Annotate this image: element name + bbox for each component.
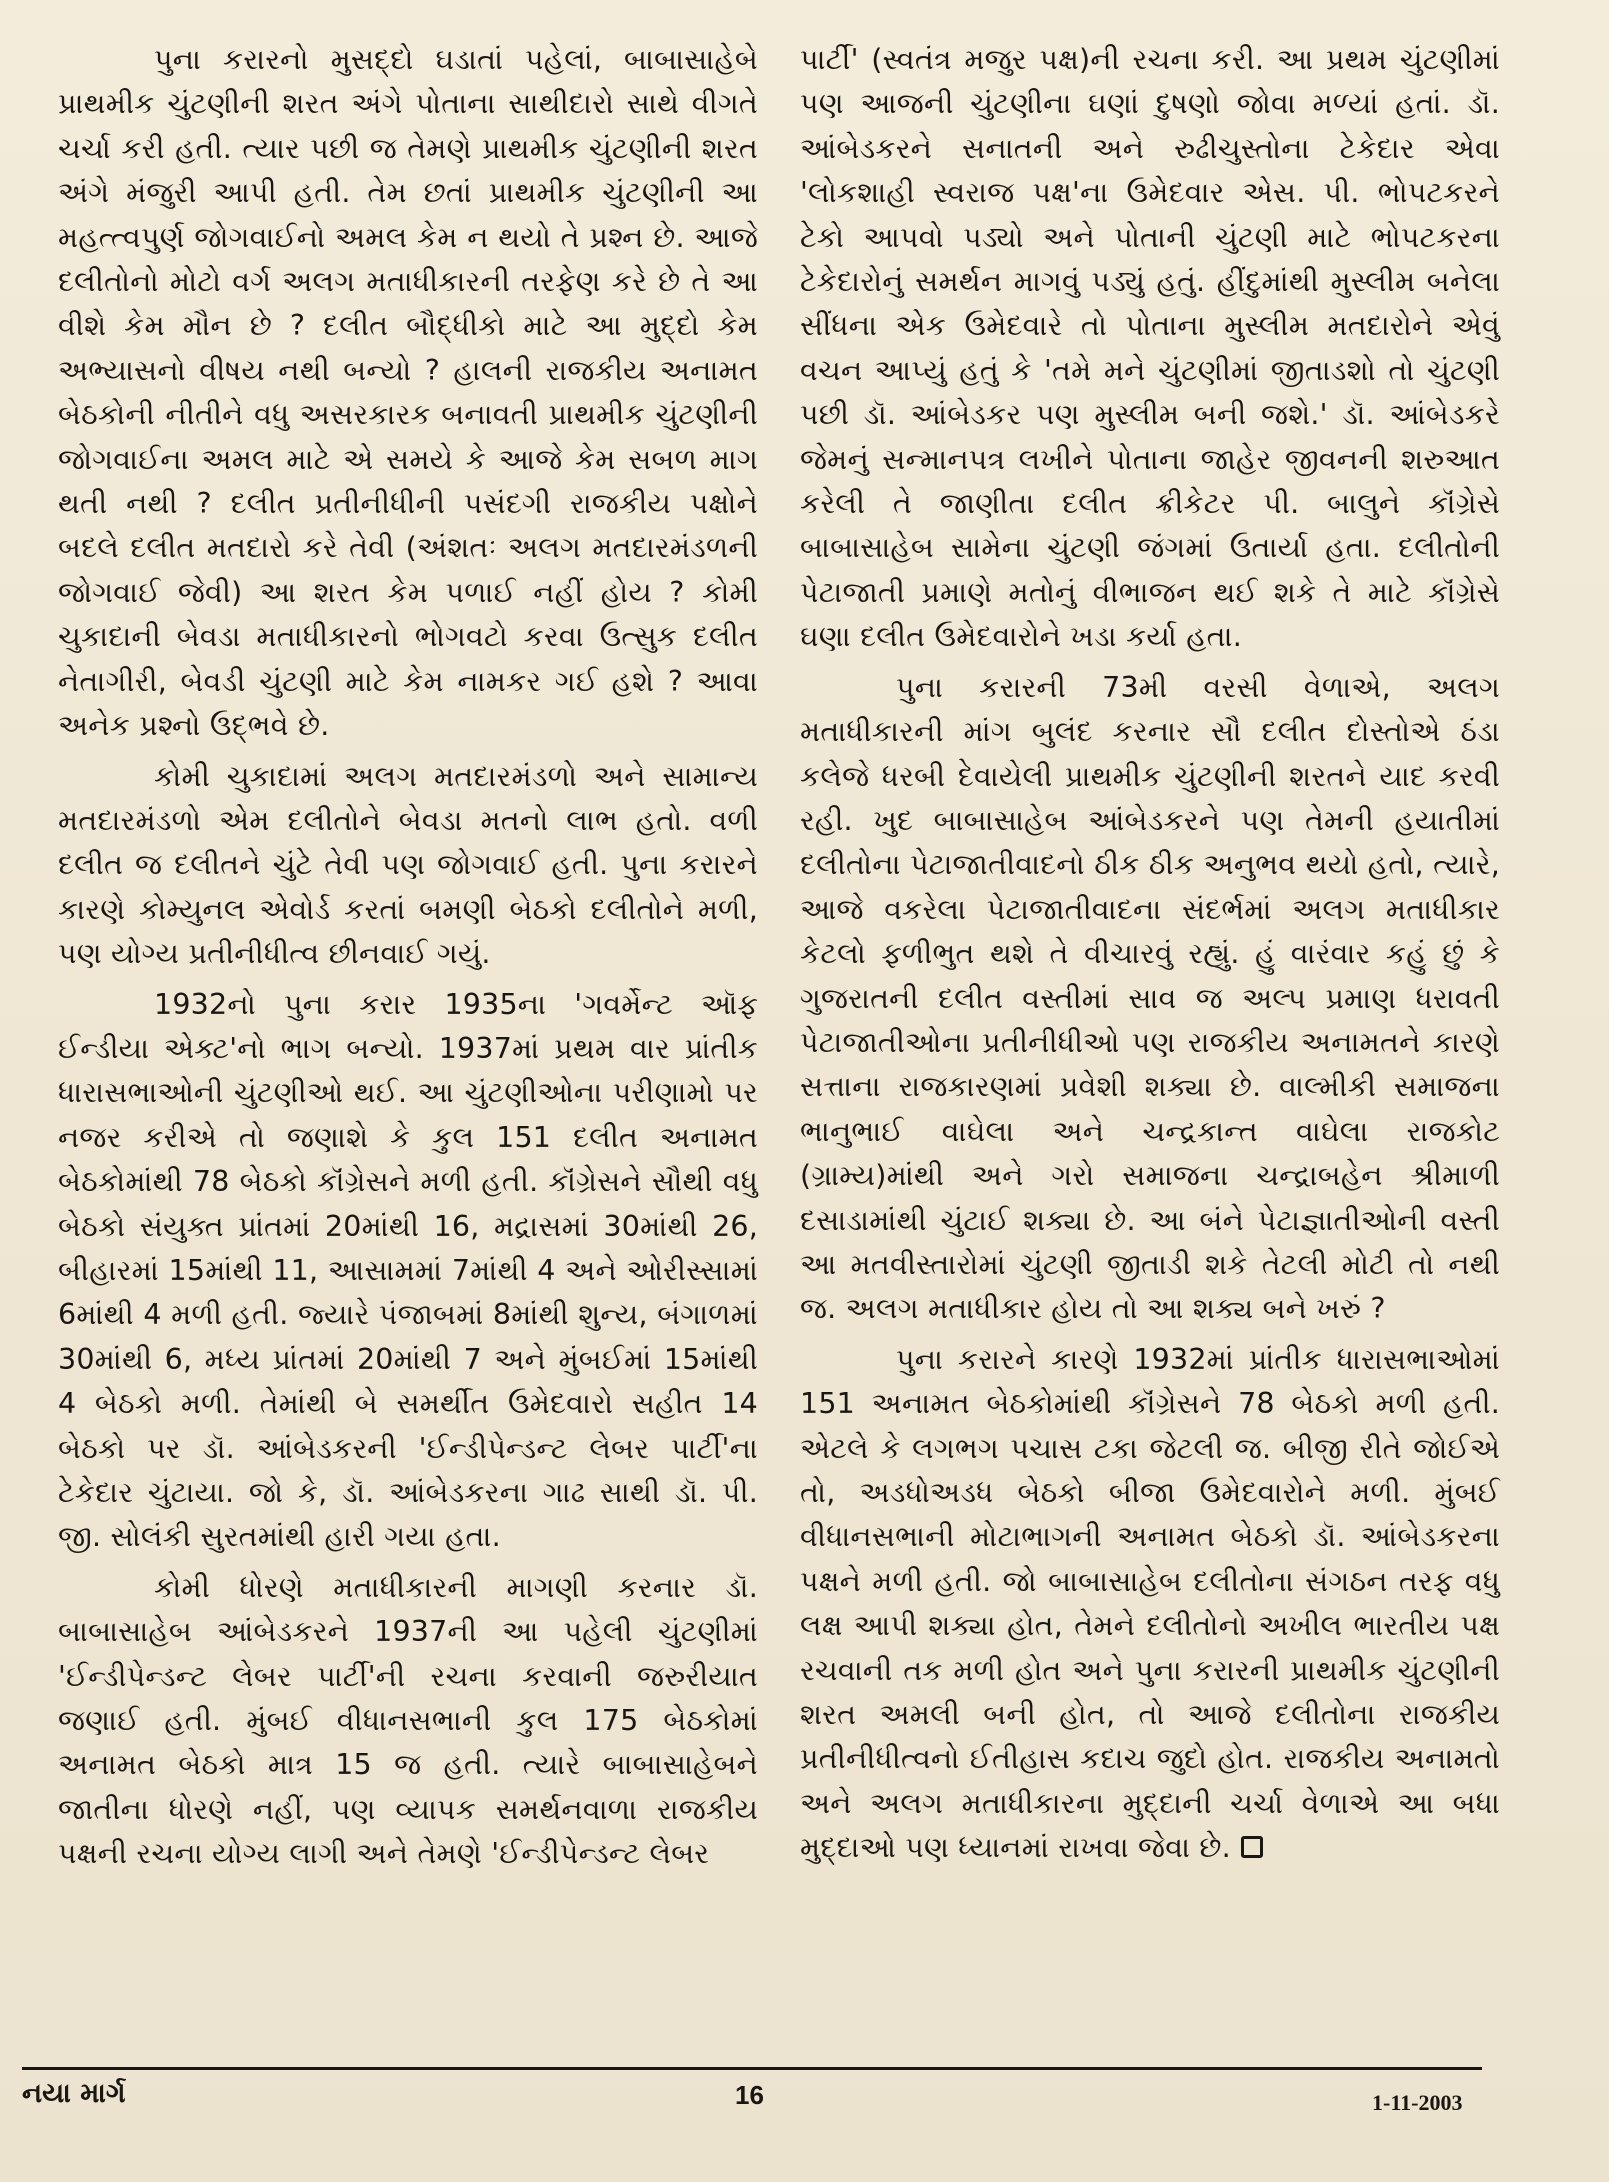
footer-rule	[22, 2067, 1482, 2070]
paragraph-final	[800, 1338, 1500, 1871]
paragraph: પુના કરારનો મુસદ્દો ઘડાતાં પહેલાં, બાબાસાહેબે પ્રાથમીક ચુંટણીની શરત અંગે પોતાના સાથીદારો સાથે વીગતે ચર્ચા કરી હતી. ત્યાર પછી જ તેમણે પ્રાથમીક ચુંટણીની શરત અંગે મંજુરી આપી હતી. તેમ છતાં પ્રાથમીક ચુંટણીની આ મહત્ત્વપુર્ણ જોગવાઈનો અમલ કેમ ન થયો તે પ્રશ્ન છે. આજે દલીતોનો મોટો વર્ગ અલગ મતાધીકારની તરફેણ કરે છે તે આ વીશે કેમ મૌન છે ? દલીત બૌદ્ધીકો માટે આ મુદ્દો કેમ અભ્યાસનો વીષય નથી બન્યો ? હાલની રાજકીય અનામત બેઠકોની નીતીને વધુ અસરકારક બનાવતી પ્રાથમીક ચુંટણીની જોગવાઈના અમલ માટે એ સમયે કે આજે કેમ સબળ માગ થતી નથી ? દલીત પ્રતીનીધીની પસંદગી રાજકીય પક્ષોને બદલે દલીત મતદારો કરે તેવી (અંશતઃ અલગ મતદારમંડળની જોગવાઈ જેવી) આ શરત કેમ પળાઈ નહીં હોય ? કોમી ચુકાદાની બેવડા મતાધીકારનો ભોગવટો કરવા ઉત્સુક દલીત નેતાગીરી, બેવડી ચુંટણી માટે કેમ નામકર ગઈ હશે ? આવા અનેક પ્રશ્નો ઉદ્ભવે છે.	[58, 43, 758, 743]
paragraph: પુના કરારની 73મી વરસી વેળાએ, અલગ મતાધીકારની માંગ બુલંદ કરનાર સૌ દલીત દોસ્તોએ ઠંડા કલેજે ધરબી દેવાયેલી પ્રાથમીક ચુંટણીની શરતને યાદ કરવી રહી. ખુદ બાબાસાહેબ આંબેડકરને પણ તેમની હયાતીમાં દલીતોના પેટાજાતીવાદનો ઠીક ઠીક અનુભવ થયો હતો, ત્યારે, આજે વકરેલા પેટાજાતીવાદના સંદર્ભમાં અલગ મતાધીકાર કેટલો ફળીભુત થશે તે વીચારવું રહ્યું. હું વારંવાર કહું છું કે ગુજરાતની દલીત વસ્તીમાં સાવ જ અલ્પ પ્રમાણ ધરાવતી પેટાજાતીઓના પ્રતીનીધીઓ પણ રાજકીય અનામતને કારણે સત્તાના રાજકારણમાં પ્રવેશી શક્યા છે. વાલ્મીકી સમાજના ભાનુભાઈ વાઘેલા અને ચન્દ્રકાન્ત વાઘેલા રાજકોટ (ગ્રામ્ય)માંથી અને ગરો સમાજના ચન્દ્રાબહેન શ્રીમાળી દસાડામાંથી ચુંટાઈ શક્યા છે. આ બંને પેટાજ્ઞાતીઓની વસ્તી આ મતવીસ્તારોમાં ચુંટણી જીતાડી શકે તેટલી મોટી તો નથી જ. અલગ મતાધીકાર હોય તો આ શક્ય બને ખરું ?	[800, 670, 1500, 1326]
right-column	[800, 38, 1500, 1871]
paragraph: કોમી ચુકાદામાં અલગ મતદારમંડળો અને સામાન્ય મતદારમંડળો એમ દલીતોને બેવડા મતનો લાભ હતો. વળી દલીત જ દલીતને ચુંટે તેવી પણ જોગવાઈ હતી. પુના કરારને કારણે કોમ્યુનલ એવોર્ડ કરતાં બમણી બેઠકો દલીતોને મળી, પણ યોગ્ય પ્રતીનીધીત્વ છીનવાઈ ગયું.	[58, 759, 758, 971]
hollow-square-icon	[1241, 1836, 1263, 1858]
page-number: 16	[735, 2080, 764, 2110]
paragraph-text: પુના કરારને કારણે 1932માં પ્રાંતીક ધારાસભાઓમાં 151 અનામત બેઠકોમાંથી કૉંગ્રેસને 78 બેઠકો મળી હતી. એટલે કે લગભગ પચાસ ટકા જેટલી જ. બીજી રીતે જોઈએ તો, અડધોઅડધ બેઠકો બીજા ઉમેદવારોને મળી. મુંબઈ વીધાનસભાની મોટાભાગની અનામત બેઠકો ડૉ. આંબેડકરના પક્ષને મળી હતી. જો બાબાસાહેબ દલીતોના સંગઠન તરફ વધુ લક્ષ આપી શક્યા હોત, તેમને દલીતોનો અખીલ ભારતીય પક્ષ રચવાની તક મળી હોત અને પુના કરારની પ્રાથમીક ચુંટણીની શરત અમલી બની હોત, તો આજે દલીતોના રાજકીય પ્રતીનીધીત્વનો ઈતીહાસ કદાચ જુદો હોત. રાજકીય અનામતો અને અલગ મતાધીકારના મુદ્દાની ચર્ચા વેળાએ આ બધા મુદ્દાઓ પણ ધ્યાનમાં રાખવા જેવા છે.	[800, 1342, 1500, 1865]
magazine-name: નયા માર્ગ	[22, 2078, 126, 2109]
left-column	[58, 38, 758, 1877]
issue-date: 1-11-2003	[1372, 2090, 1463, 2115]
paragraph-continued: પાર્ટી' (સ્વતંત્ર મજુર પક્ષ)ની રચના કરી. આ પ્રથમ ચુંટણીમાં પણ આજની ચુંટણીના ઘણાં દુષણો જોવા મળ્યાં હતાં. ડૉ. આંબેડકરને સનાતની અને રુઢીચુસ્તોના ટેકેદાર એવા 'લોકશાહી સ્વરાજ પક્ષ'ના ઉમેદવાર એસ. પી. ભોપટકરને ટેકો આપવો પડ્યો અને પોતાની ચુંટણી માટે ભોપટકરના ટેકેદારોનું સમર્થન માગવું પડ્યું હતું. હીંદુમાંથી મુસ્લીમ બનેલા સીંધના એક ઉમેદવારે તો પોતાના મુસ્લીમ મતદારોને એવું વચન આપ્યું હતું કે 'તમે મને ચુંટણીમાં જીતાડશો તો ચુંટણી પછી ડૉ. આંબેડકર પણ મુસ્લીમ બની જશે.' ડૉ. આંબેડકરે જેમનું સન્માનપત્ર લખીને પોતાના જાહેર જીવનની શરુઆત કરેલી તે જાણીતા દલીત ક્રીકેટર પી. બાલુને કૉંગ્રેસે બાબાસાહેબ સામેના ચુંટણી જંગમાં ઉતાર્યા હતા. દલીતોની પેટાજાતી પ્રમાણે મતોનું વીભાજન થઈ શકે તે માટે કૉંગ્રેસે ઘણા દલીત ઉમેદવારોને ખડા કર્યા હતા.	[800, 43, 1500, 654]
paragraph: કોમી ધોરણે મતાધીકારની માગણી કરનાર ડૉ. બાબાસાહેબ આંબેડકરને 1937ની આ પહેલી ચુંટણીમાં 'ઈન્ડીપેન્ડન્ટ લેબર પાર્ટી'ની રચના કરવાની જરુરીયાત જણાઈ હતી. મુંબઈ વીધાનસભાની કુલ 175 બેઠકોમાં અનામત બેઠકો માત્ર 15 જ હતી. ત્યારે બાબાસાહેબને જાતીના ધોરણે નહીં, પણ વ્યાપક સમર્થનવાળા રાજકીય પક્ષની રચના યોગ્ય લાગી અને તેમણે 'ઈન્ડીપેન્ડન્ટ લેબર	[58, 1570, 758, 1871]
paragraph: 1932નો પુના કરાર 1935ના 'ગવર્મેન્ટ ઑફ ઈન્ડીયા એક્ટ'નો ભાગ બન્યો. 1937માં પ્રથમ વાર પ્રાંતીક ધારાસભાઓની ચુંટણીઓ થઈ. આ ચુંટણીઓના પરીણામો પર નજર કરીએ તો જણાશે કે કુલ 151 દલીત અનામત બેઠકોમાંથી 78 બેઠકો કૉંગ્રેસને મળી હતી. કૉંગ્રેસને સૌથી વધુ બેઠકો સંયુક્ત પ્રાંતમાં 20માંથી 16, મદ્રાસમાં 30માંથી 26, બીહારમાં 15માંથી 11, આસામમાં 7માંથી 4 અને ઓરીસ્સામાં 6માંથી 4 મળી હતી. જ્યારે પંજાબમાં 8માંથી શુન્ય, બંગાળમાં 30માંથી 6, મધ્ય પ્રાંતમાં 20માંથી 7 અને મુંબઈમાં 15માંથી 4 બેઠકો મળી. તેમાંથી બે સમર્થીત ઉમેદવારો સહીત 14 બેઠકો પર ડૉ. આંબેડકરની 'ઈન્ડીપેન્ડન્ટ લેબર પાર્ટી'ના ટેકેદાર ચુંટાયા. જો કે, ડૉ. આંબેડકરના ગાઢ સાથી ડૉ. પી. જી. સોલંકી સુરતમાંથી હારી ગયા હતા.	[58, 987, 758, 1554]
